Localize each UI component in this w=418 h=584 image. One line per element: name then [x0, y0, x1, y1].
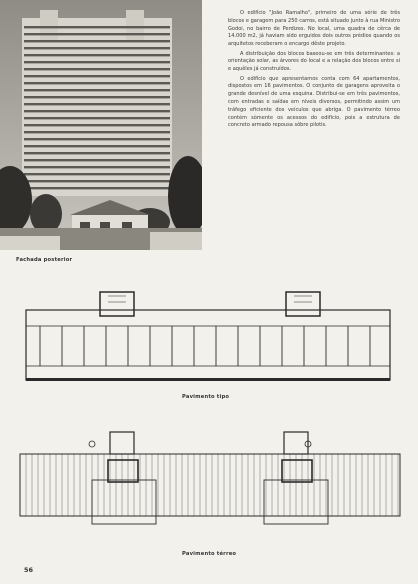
page-number: 56 [24, 566, 34, 574]
paragraph: O edifício que apresentamos conta com 64 apartamentos, dispostos em 16 pavimentos. O conjunto de garagens aproveita o grande desnível de uma esquina. Distribui-se em três pavimentos, com entradas e saídas em níveis diversos, permitindo assim um tráfego eficiente dos veículos que abriga. O pavimento térreo contém sòmente os acessos do edifício, pois a estrutura de concreto armado repousa sôbre pilotis. [228, 75, 400, 129]
typical-floor-plan [0, 284, 418, 394]
ground-plan-caption: Pavimento térreo [182, 551, 237, 557]
paragraph: A distribuição dos blocos baseou-se em três determinantes: a orientação solar, as árvores do local e a relação dos blocos entre si e aquêles já construídos. [228, 50, 400, 73]
ground-floor-plan [0, 424, 418, 552]
photo-caption: Fachada posterior [16, 257, 73, 263]
article-text [228, 10, 400, 132]
typical-plan-caption: Pavimento tipo [182, 394, 230, 400]
paragraph: O edifício "João Ramalho", primeiro de uma série de três blocos e garagem para 250 carros, está situado junto à rua Ministro Godoi, no bairro de Perdizes. No local, uma quadra de cêrca de 14.000 m2, já haviam sido erguidos dois outros prédios quando os arquitetos receberam o encargo dêste projeto. [228, 10, 400, 48]
building-photo [0, 0, 202, 250]
